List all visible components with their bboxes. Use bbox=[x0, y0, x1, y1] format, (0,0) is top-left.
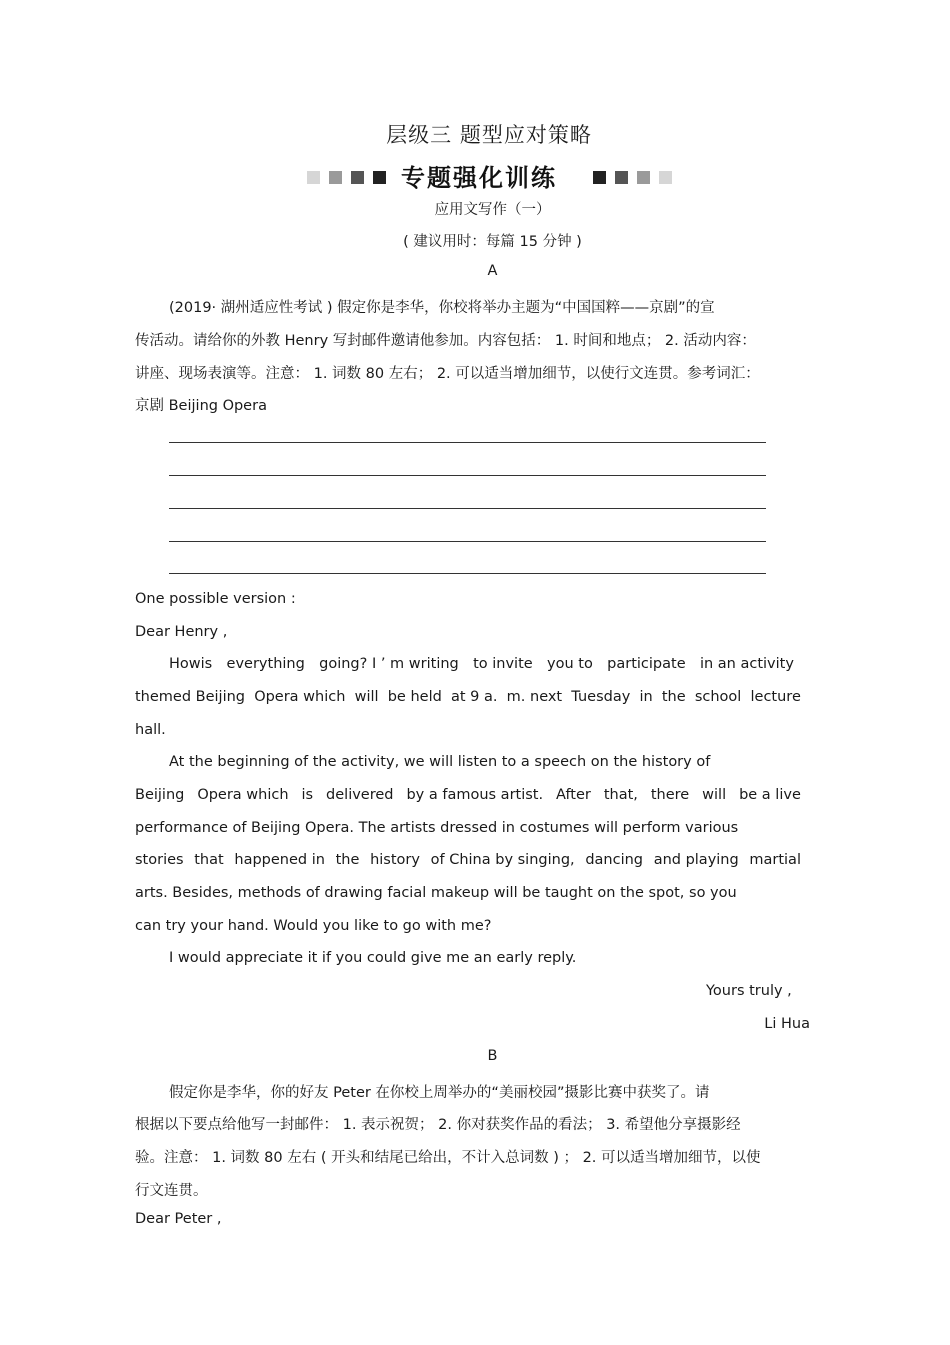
prompt-line: 讲座、现场表演等。注意： 1. 词数 80 左右； 2. 可以适当增加细节，以使行文连贯。参考词汇： bbox=[135, 366, 760, 382]
banner-square-icon bbox=[351, 171, 364, 184]
answer-blank-line[interactable] bbox=[169, 541, 766, 542]
letter-line: can try your hand. Would you like to go with me? bbox=[135, 918, 492, 934]
banner-square-icon bbox=[373, 171, 386, 184]
letter-greeting: Dear Henry , bbox=[135, 624, 228, 640]
prompt-line: 传活动。请给你的外教 Henry 写封邮件邀请他参加。内容包括： 1. 时间和地点； 2. 活动内容： bbox=[135, 333, 756, 349]
section-banner bbox=[305, 158, 675, 192]
banner-square-icon bbox=[307, 171, 320, 184]
sample-label: One possible version : bbox=[135, 591, 296, 607]
answer-blank-line[interactable] bbox=[169, 442, 766, 443]
banner-square-icon bbox=[659, 171, 672, 184]
banner-square-icon bbox=[615, 171, 628, 184]
page-title: 层级三 题型应对策略 bbox=[386, 123, 592, 147]
letter-line: stories that happened in the history of China by singing, dancing and playing martial bbox=[135, 852, 801, 868]
letter-line: performance of Beijing Opera. The artists dressed in costumes will perform various bbox=[135, 820, 739, 836]
letter-line: themed Beijing Opera which will be held at 9 a. m. next Tuesday in the school lecture bbox=[135, 689, 801, 705]
letter-signature: Li Hua bbox=[764, 1016, 810, 1032]
answer-blank-line[interactable] bbox=[169, 573, 766, 574]
letter-line: Beijing Opera which is delivered by a famous artist. After that, there will be a live bbox=[135, 787, 801, 803]
letter-line: At the beginning of the activity, we will listen to a speech on the history of bbox=[169, 754, 711, 770]
prompt-line: 根据以下要点给他写一封邮件： 1. 表示祝贺； 2. 你对获奖作品的看法； 3. 希望他分享摄影经 bbox=[135, 1117, 741, 1133]
banner-square-icon bbox=[637, 171, 650, 184]
prompt-line: 假定你是李华，你的好友 Peter 在你校上周举办的“美丽校园”摄影比赛中获奖了。请 bbox=[169, 1085, 710, 1101]
letter-closing: Yours truly , bbox=[706, 983, 792, 999]
prompt-line: 验。注意： 1. 词数 80 左右 ( 开头和结尾已给出，不计入总词数 ) ； 2. 可以适当增加细节，以使 bbox=[135, 1150, 761, 1166]
letter-line: I would appreciate it if you could give me an early reply. bbox=[169, 950, 577, 966]
prompt-line: (2019· 湖州适应性考试 ) 假定你是李华，你校将举办主题为“中国国粹——京剧”的宣 bbox=[169, 300, 715, 316]
banner-text: 专题强化训练 bbox=[401, 164, 557, 192]
letter-line: Howis everything going? I ’ m writing to invite you to participate in an activity bbox=[169, 656, 794, 672]
letter-greeting: Dear Peter , bbox=[135, 1211, 222, 1227]
letter-line: arts. Besides, methods of drawing facial makeup will be taught on the spot, so you bbox=[135, 885, 737, 901]
answer-blank-line[interactable] bbox=[169, 475, 766, 476]
banner-square-icon bbox=[329, 171, 342, 184]
answer-blank-line[interactable] bbox=[169, 508, 766, 509]
banner-square-icon bbox=[593, 171, 606, 184]
section-b-label: B bbox=[487, 1048, 498, 1064]
prompt-line: 京剧 Beijing Opera bbox=[135, 398, 267, 414]
section-a-label: A bbox=[487, 263, 498, 279]
letter-line: hall. bbox=[135, 722, 166, 738]
prompt-line: 行文连贯。 bbox=[135, 1183, 208, 1199]
subtitle: 应用文写作（一） bbox=[434, 202, 551, 218]
time-hint: ( 建议用时：每篇 15 分钟 ) bbox=[403, 234, 582, 250]
